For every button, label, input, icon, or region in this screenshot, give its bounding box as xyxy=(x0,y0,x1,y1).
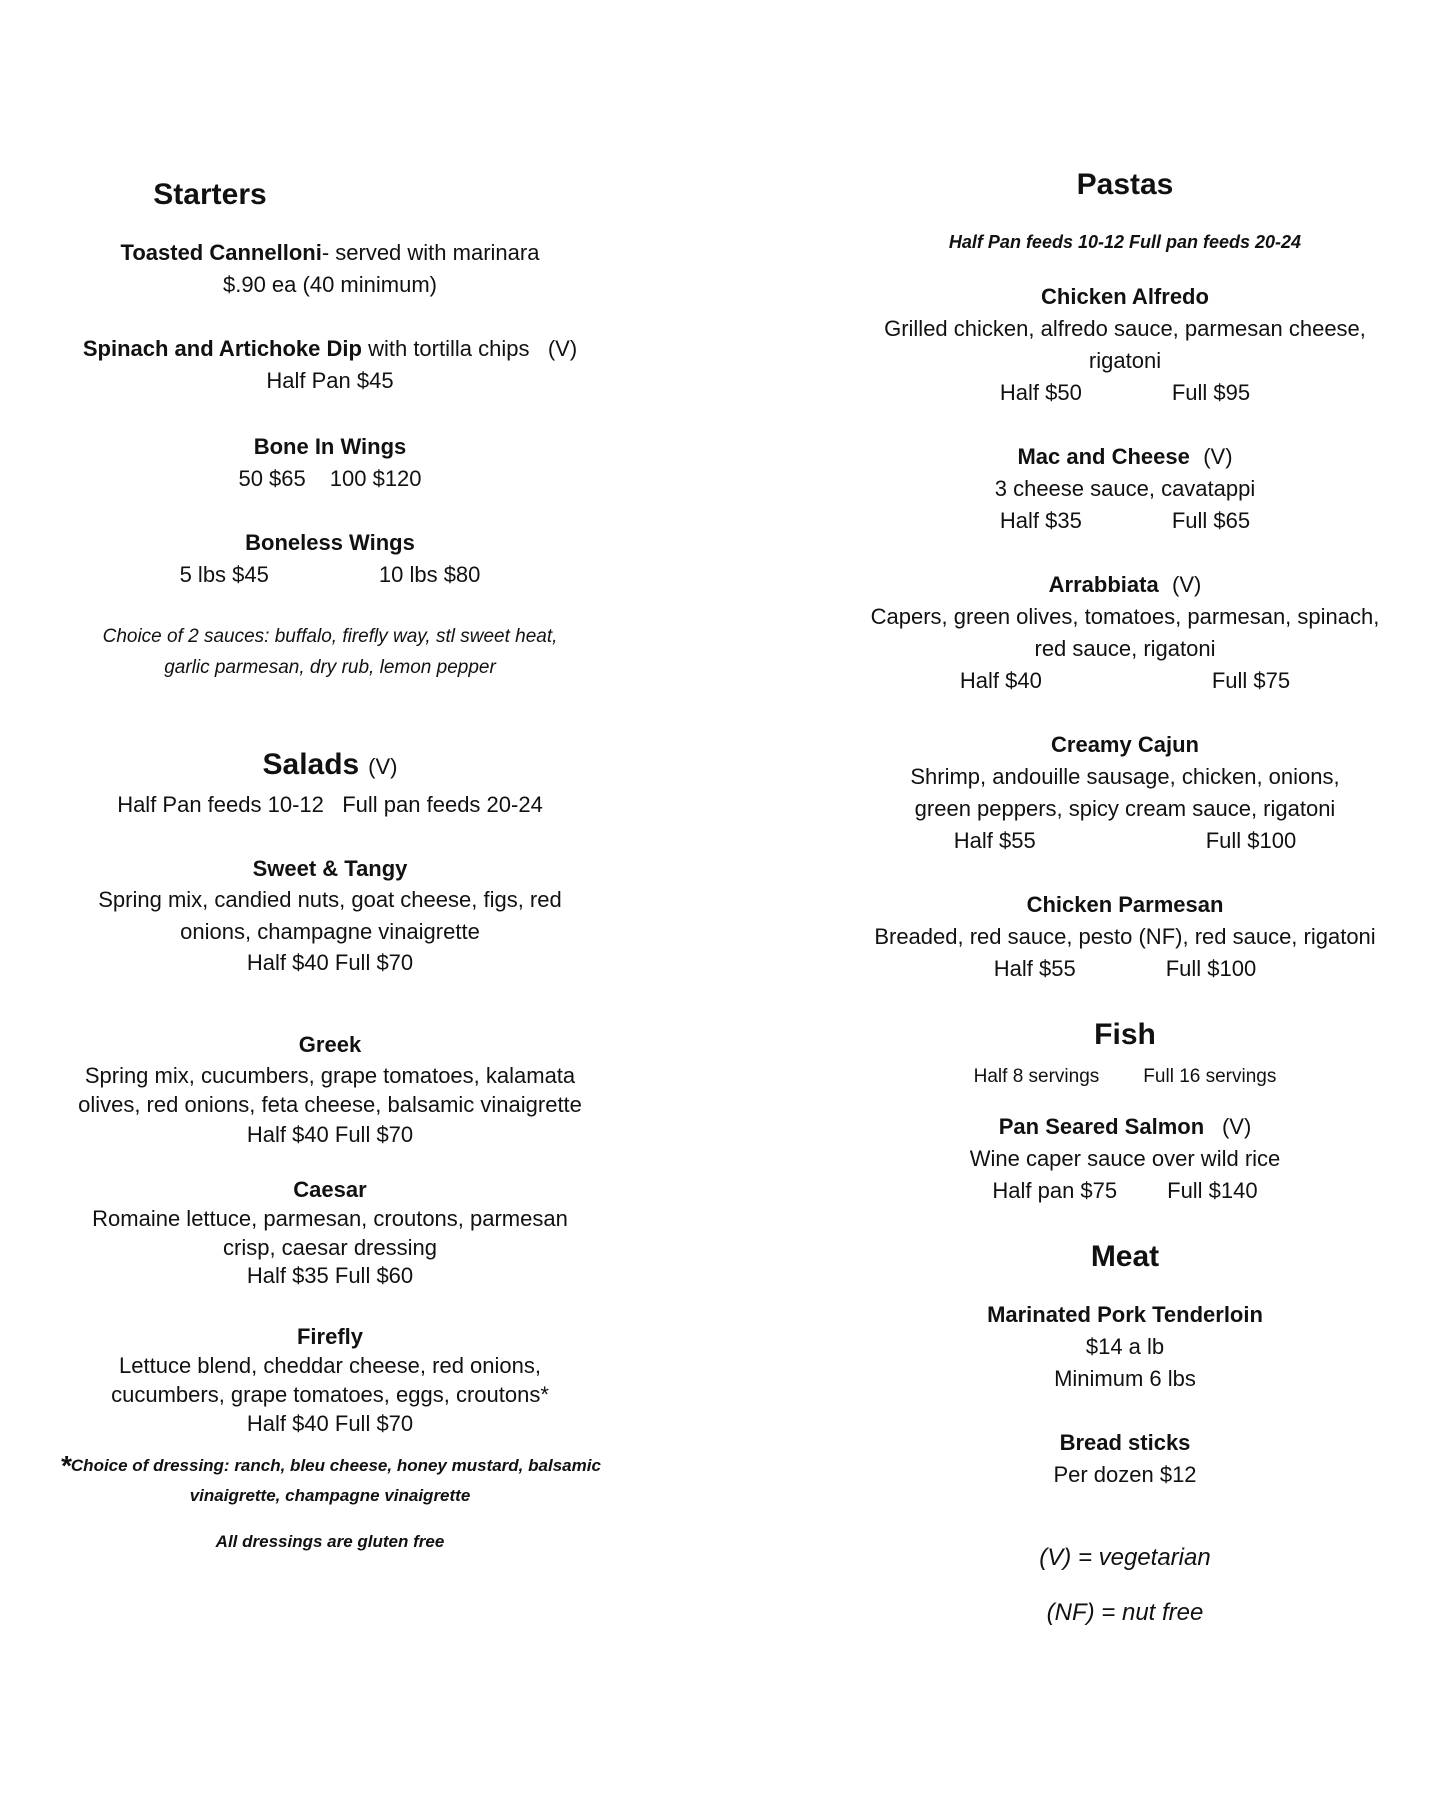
alfredo-name: Chicken Alfredo xyxy=(1041,284,1209,309)
dressing-note-line2: vinaigrette, champagne vinaigrette xyxy=(189,1486,471,1505)
mac-desc1: 3 cheese sauce, cavatappi xyxy=(994,476,1256,501)
firefly-price: Half $40 Full $70 xyxy=(246,1411,414,1436)
mac-half: Half $35 xyxy=(999,508,1082,533)
dip-price: Half Pan $45 xyxy=(266,368,394,393)
parmesan-desc1: Breaded, red sauce, pesto (NF), red sauce, rigatoni xyxy=(874,924,1376,949)
firefly-name: Firefly xyxy=(296,1324,364,1349)
legend-nut-free: (NF) = nut free xyxy=(1046,1599,1204,1626)
arrabbiata-half: Half $40 xyxy=(959,668,1042,693)
arrabbiata-heading xyxy=(860,572,1390,598)
arrabbiata-name: Arrabbiata xyxy=(1048,572,1159,597)
salads-heading xyxy=(60,748,600,782)
boneless-wings-prices xyxy=(60,562,600,588)
caesar-name: Caesar xyxy=(293,1177,367,1202)
salmon-desc1: Wine caper sauce over wild rice xyxy=(969,1146,1281,1171)
bread-sticks-name: Bread sticks xyxy=(1059,1430,1191,1455)
parmesan-prices xyxy=(860,956,1390,982)
cajun-desc2: green peppers, spicy cream sauce, rigatoni xyxy=(914,796,1336,821)
pork-price: $14 a lb xyxy=(1085,1334,1165,1359)
bone-in-price-50: 50 $65 xyxy=(238,466,306,491)
parmesan-half: Half $55 xyxy=(993,956,1076,981)
arrabbiata-veg-tag: (V) xyxy=(1172,572,1202,597)
greek-desc1: Spring mix, cucumbers, grape tomatoes, kalamata xyxy=(84,1063,576,1088)
dressing-note-text1: Choice of dressing: ranch, bleu cheese, honey mustard, balsamic xyxy=(70,1456,601,1475)
fish-servings xyxy=(860,1066,1390,1088)
cajun-name: Creamy Cajun xyxy=(1051,732,1199,757)
cannelloni-desc: - served with marinara xyxy=(321,240,540,265)
fish-title: Fish xyxy=(1094,1018,1156,1051)
sweet-tangy-price: Half $40 Full $70 xyxy=(246,950,414,975)
arrabbiata-prices xyxy=(860,668,1390,694)
sweet-tangy-name: Sweet & Tangy xyxy=(252,856,408,881)
bone-in-wings-name: Bone In Wings xyxy=(253,434,407,459)
greek-desc2: olives, red onions, feta cheese, balsamic vinaigrette xyxy=(78,1092,582,1117)
salmon-half: Half pan $75 xyxy=(992,1178,1118,1203)
dip-veg-tag: (V) xyxy=(547,336,578,361)
alfredo-full: Full $95 xyxy=(1171,380,1251,405)
mac-name: Mac and Cheese xyxy=(1017,444,1190,469)
dip-desc: with tortilla chips xyxy=(361,336,530,361)
dip-line xyxy=(60,336,600,362)
salmon-full: Full $140 xyxy=(1167,1178,1258,1203)
legend-vegetarian: (V) = vegetarian xyxy=(1039,1544,1211,1571)
alfredo-half: Half $50 xyxy=(999,380,1082,405)
dressing-note-line1 xyxy=(60,1450,600,1482)
starters-title: Starters xyxy=(153,178,267,211)
mac-full: Full $65 xyxy=(1171,508,1251,533)
caesar-desc2: crisp, caesar dressing xyxy=(223,1235,437,1260)
salads-feeds-half: Half Pan feeds 10-12 xyxy=(117,792,324,817)
firefly-desc2: cucumbers, grape tomatoes, eggs, croutons* xyxy=(111,1382,549,1407)
bone-in-price-100: 100 $120 xyxy=(329,466,422,491)
parmesan-full: Full $100 xyxy=(1165,956,1257,981)
cajun-desc1: Shrimp, andouille sausage, chicken, onions, xyxy=(910,764,1340,789)
alfredo-prices xyxy=(860,380,1390,406)
cajun-half: Half $55 xyxy=(953,828,1036,853)
mac-heading xyxy=(860,444,1390,470)
salmon-heading xyxy=(860,1114,1390,1140)
sauces-note-line1: Choice of 2 sauces: buffalo, firefly way, stl sweet heat, xyxy=(102,626,558,647)
caesar-price: Half $35 Full $60 xyxy=(246,1263,414,1288)
pork-name: Marinated Pork Tenderloin xyxy=(987,1302,1263,1327)
boneless-price-10: 10 lbs $80 xyxy=(378,562,481,587)
fish-servings-half: Half 8 servings xyxy=(973,1066,1100,1087)
boneless-wings-name: Boneless Wings xyxy=(245,530,415,555)
arrabbiata-desc2: red sauce, rigatoni xyxy=(1034,636,1216,661)
cajun-full: Full $100 xyxy=(1205,828,1297,853)
salmon-veg-tag: (V) xyxy=(1221,1114,1252,1139)
meat-title: Meat xyxy=(1090,1240,1160,1273)
cannelloni-price: $.90 ea (40 minimum) xyxy=(223,272,437,297)
greek-price: Half $40 Full $70 xyxy=(246,1122,414,1147)
pork-minimum: Minimum 6 lbs xyxy=(1054,1366,1196,1391)
sweet-tangy-desc1: Spring mix, candied nuts, goat cheese, figs, red xyxy=(98,887,562,912)
mac-prices xyxy=(860,508,1390,534)
greek-name: Greek xyxy=(298,1032,362,1057)
firefly-desc1: Lettuce blend, cheddar cheese, red onions, xyxy=(119,1353,541,1378)
gluten-free-note: All dressings are gluten free xyxy=(215,1532,445,1551)
salads-title: Salads xyxy=(262,748,360,781)
pastas-title: Pastas xyxy=(1076,168,1174,201)
arrabbiata-desc1: Capers, green olives, tomatoes, parmesan, spinach, xyxy=(870,604,1380,629)
salads-feeds xyxy=(60,792,600,818)
arrabbiata-full: Full $75 xyxy=(1211,668,1291,693)
parmesan-name: Chicken Parmesan xyxy=(1026,892,1224,917)
caesar-desc1: Romaine lettuce, parmesan, croutons, parmesan xyxy=(92,1206,568,1231)
cajun-prices xyxy=(860,828,1390,854)
sauces-note-line2: garlic parmesan, dry rub, lemon pepper xyxy=(164,657,496,678)
sweet-tangy-desc2: onions, champagne vinaigrette xyxy=(180,919,480,944)
boneless-price-5: 5 lbs $45 xyxy=(179,562,269,587)
pastas-feeds: Half Pan feeds 10-12 Full pan feeds 20-24 xyxy=(948,232,1302,252)
bread-sticks-price: Per dozen $12 xyxy=(1053,1462,1197,1487)
bone-in-wings-prices xyxy=(60,466,600,492)
alfredo-desc1: Grilled chicken, alfredo sauce, parmesan cheese, xyxy=(884,316,1366,341)
dip-name: Spinach and Artichoke Dip xyxy=(82,336,362,361)
salmon-prices xyxy=(860,1178,1390,1204)
mac-veg-tag: (V) xyxy=(1203,444,1233,469)
salmon-name: Pan Seared Salmon xyxy=(998,1114,1205,1139)
fish-servings-full: Full 16 servings xyxy=(1143,1066,1277,1087)
alfredo-desc2: rigatoni xyxy=(1088,348,1162,373)
cannelloni-line xyxy=(60,240,600,266)
dressing-asterisk: * xyxy=(60,1450,71,1481)
salads-feeds-full: Full pan feeds 20-24 xyxy=(342,792,543,817)
cannelloni-name: Toasted Cannelloni xyxy=(120,240,322,265)
salads-veg-tag: (V) xyxy=(368,754,398,779)
